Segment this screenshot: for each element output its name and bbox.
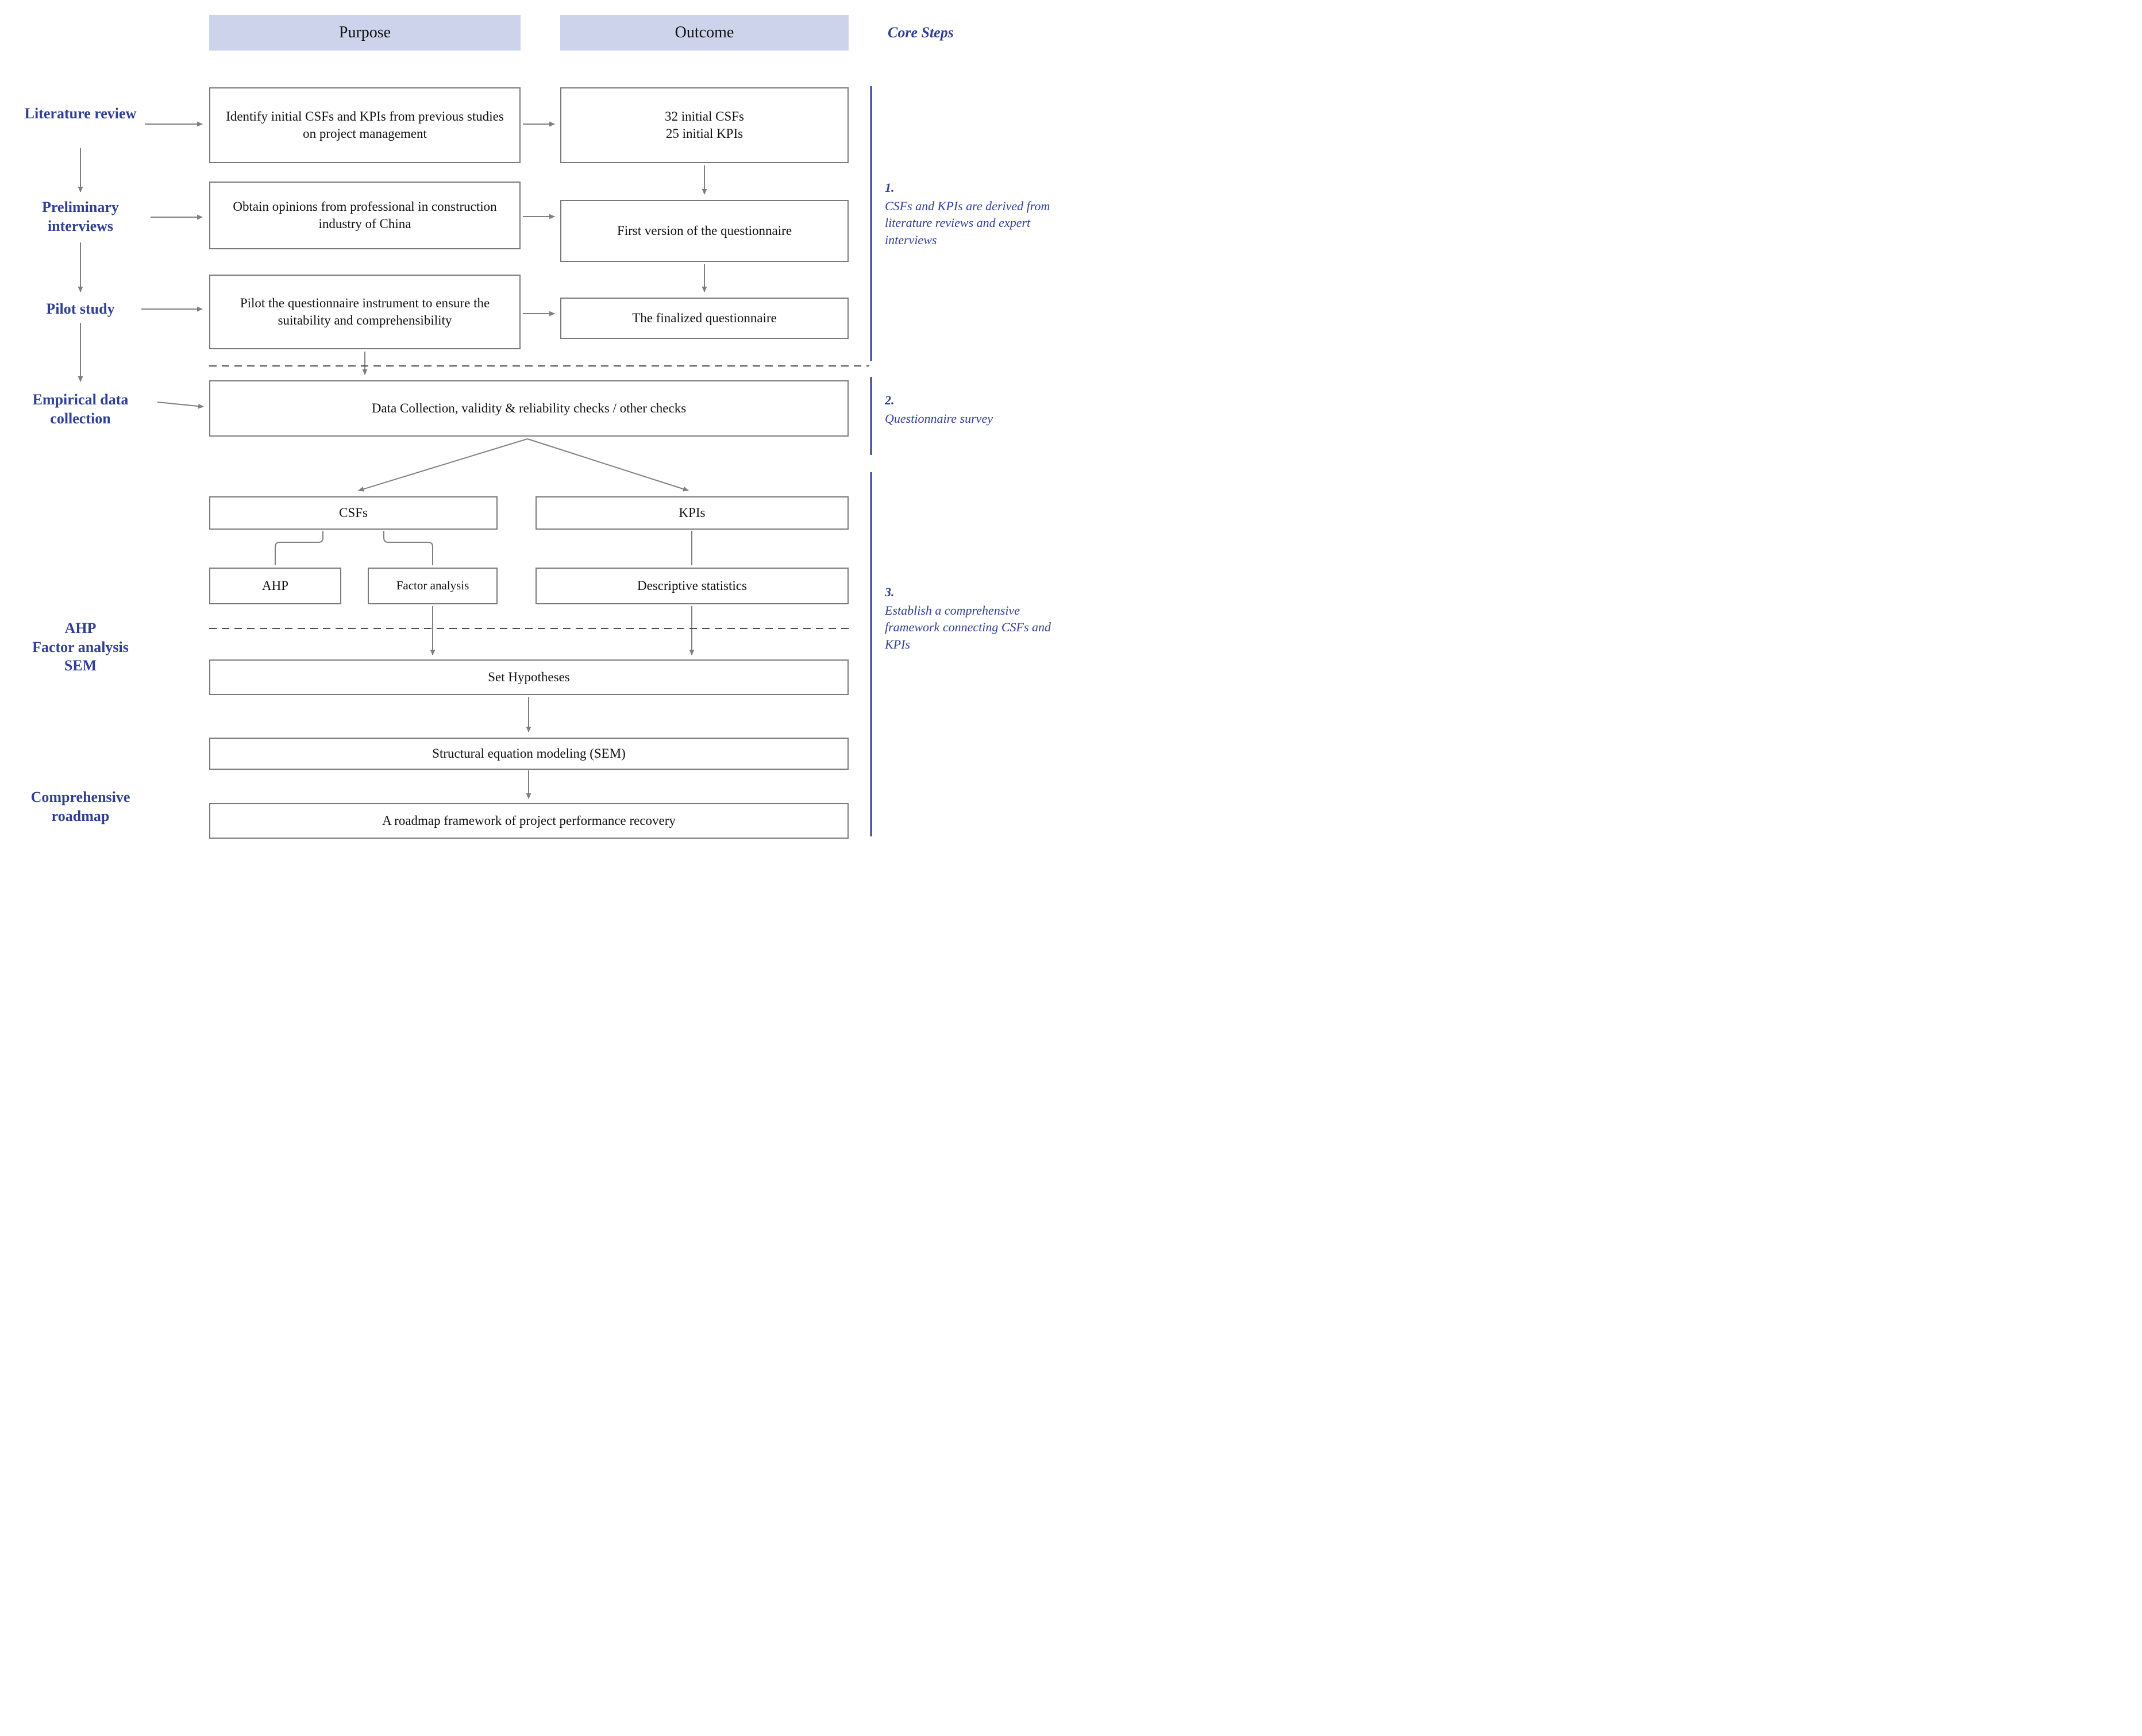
core-step-1-text: CSFs and KPIs are derived from literature reviews and expert interviews: [885, 198, 1050, 248]
purpose-box-pilot-study: Pilot the questionnaire instrument to ensure the suitability and comprehensibility: [209, 275, 521, 349]
kpis-box: KPIs: [536, 496, 849, 530]
core-step-3-number: 3.: [885, 585, 895, 599]
purpose-box-literature-review: Identify initial CSFs and KPIs from previous studies on project management: [209, 87, 521, 163]
stage-label-comprehensive-roadmap: Comprehensive roadmap: [30, 789, 130, 824]
outcome-box-initial-csfs-kpis: [560, 87, 849, 163]
core-step-2-annotation: [885, 392, 1064, 427]
outcome-initial-csfs: 32 initial CSFs: [664, 109, 745, 124]
arrow-datacollection-to-csfs: [359, 439, 527, 491]
purpose-column-header: Purpose: [209, 15, 521, 51]
purpose-box-preliminary-interviews: Obtain opinions from professional in construction industry of China: [209, 182, 521, 249]
core-step-2-number: 2.: [885, 393, 895, 407]
core-step-1-annotation: [885, 179, 1064, 249]
outcome-box-finalized-questionnaire: The finalized questionnaire: [560, 298, 849, 339]
methodology-flowchart: [0, 0, 1071, 868]
core-step-1-number: 1.: [885, 180, 895, 195]
outcome-box-first-questionnaire: First version of the questionnaire: [560, 200, 849, 262]
sem-box: Structural equation modeling (SEM): [209, 738, 849, 770]
core-step-3-annotation: [885, 584, 1064, 653]
arrow-empirical-to-datacollection: [157, 402, 203, 407]
stage-label-analysis-methods: [5, 619, 156, 676]
ahp-box: AHP: [209, 568, 341, 604]
bracket-csfs-to-ahp: [275, 531, 323, 565]
stage-label-literature-review: Literature review: [24, 105, 137, 122]
set-hypotheses-box: Set Hypotheses: [209, 659, 849, 695]
factor-analysis-box: Factor analysis: [368, 568, 498, 604]
stage-label-preliminary-interviews: Preliminary interviews: [42, 199, 119, 234]
core-steps-header: Core Steps: [888, 24, 954, 41]
outcome-column-header: Outcome: [560, 15, 849, 51]
analysis-method-line-sem: SEM: [64, 657, 97, 674]
stage-label-empirical-data-collection: Empirical data collection: [32, 391, 129, 427]
core-step-2-text: Questionnaire survey: [885, 411, 993, 426]
analysis-method-line-ahp: AHP: [64, 620, 97, 636]
data-collection-box: Data Collection, validity & reliability checks / other checks: [209, 380, 849, 437]
stage-label-pilot-study: Pilot study: [46, 300, 115, 317]
core-step-3-text: Establish a comprehensive framework connecting CSFs and KPIs: [885, 603, 1051, 652]
roadmap-box: A roadmap framework of project performance recovery: [209, 803, 849, 839]
descriptive-statistics-box: Descriptive statistics: [536, 568, 849, 604]
arrow-datacollection-to-kpis: [527, 439, 688, 491]
analysis-method-line-factor-analysis: Factor analysis: [32, 638, 129, 655]
csfs-box: CSFs: [209, 496, 498, 530]
bracket-csfs-to-factor-analysis: [384, 531, 433, 565]
outcome-initial-kpis: 25 initial KPIs: [665, 126, 743, 141]
